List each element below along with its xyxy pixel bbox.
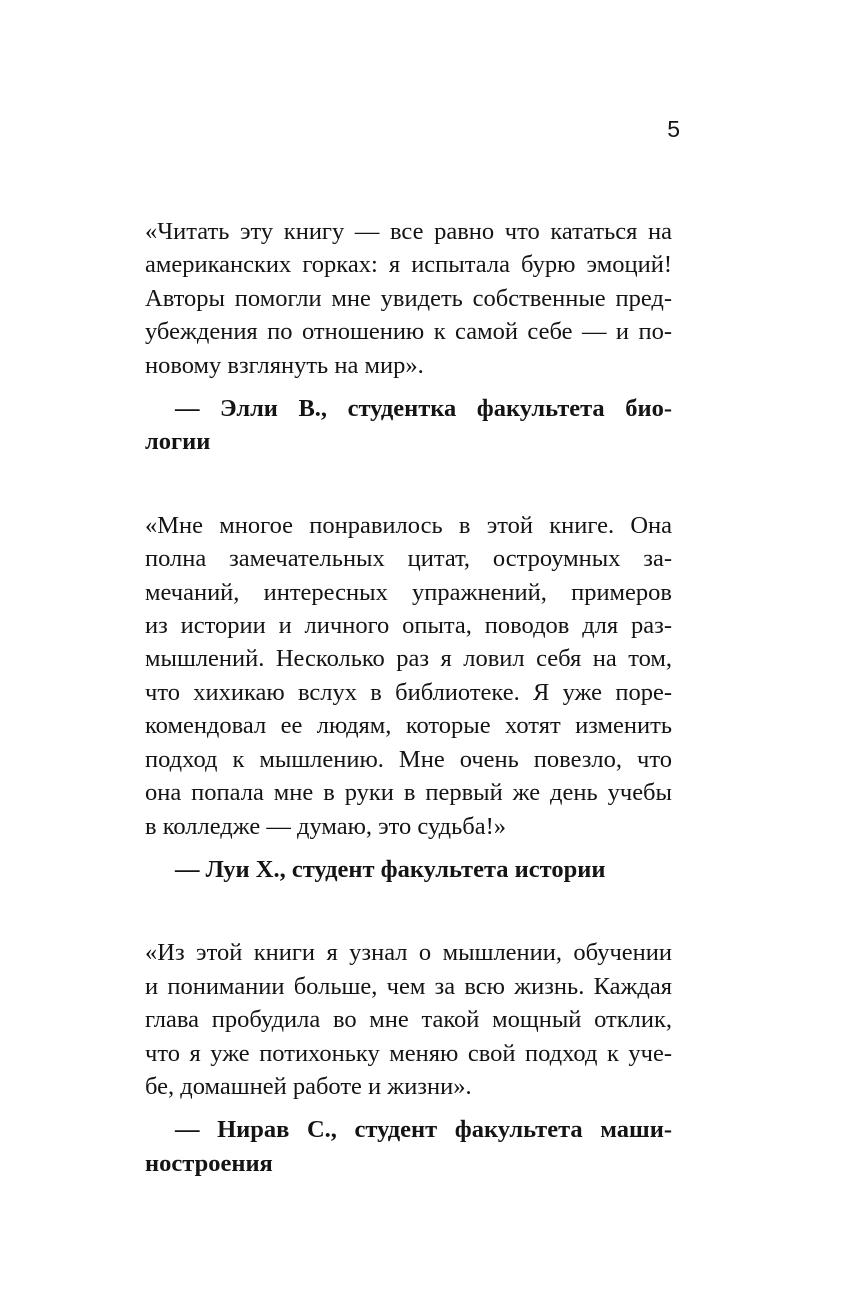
quote-attribution — [145, 392, 672, 459]
quote-text — [145, 215, 672, 382]
quote-text — [145, 936, 672, 1103]
quote-line: она попала мне в руки в первый же день учебы — [145, 779, 672, 807]
testimonial-1 — [145, 215, 672, 459]
testimonials-section — [145, 215, 672, 1180]
quote-line: американских горках: я испытала бурю эмоций! — [145, 251, 672, 279]
attribution-line: — Луи Х., студент факультета истории — [175, 855, 606, 883]
quote-line: «Из этой книги я узнал о мышлении, обучении — [145, 939, 672, 967]
quote-text — [145, 509, 672, 843]
quote-line: новому взглянуть на мир». — [145, 351, 424, 379]
quote-line: подход к мышлению. Мне очень повезло, что — [145, 745, 672, 773]
quote-line: в колледже — думаю, это судьба!» — [145, 812, 507, 840]
quote-line: комендовал ее людям, которые хотят изменить — [145, 712, 672, 740]
quote-line: Авторы помогли мне увидеть собственные пред- — [145, 284, 672, 312]
page-number: 5 — [667, 116, 680, 142]
attribution-line: — Нирав С., студент факультета маши- — [175, 1116, 672, 1144]
quote-line: «Читать эту книгу — все равно что кататься на — [145, 218, 672, 245]
quote-line: мышлений. Несколько раз я ловил себя на том, — [145, 645, 672, 673]
quote-line: что я уже потихоньку меняю свой подход к уче- — [145, 1039, 672, 1067]
quote-attribution — [145, 853, 672, 886]
quote-line: и понимании больше, чем за всю жизнь. Каждая — [145, 972, 672, 1000]
quote-line: из истории и личного опыта, поводов для раз- — [145, 612, 672, 640]
quote-attribution — [145, 1113, 672, 1180]
quote-line: полна замечательных цитат, остроумных за- — [145, 545, 672, 573]
testimonial-2 — [145, 509, 672, 886]
quote-line: «Мне многое понравилось в этой книге. Она — [145, 511, 672, 539]
quote-line: убеждения по отношению к самой себе — и по- — [145, 318, 672, 346]
attribution-line: — Элли В., студентка факультета био- — [175, 395, 672, 423]
testimonial-3 — [145, 936, 672, 1180]
quote-line: глава пробудила во мне такой мощный отклик, — [145, 1006, 672, 1034]
attribution-line: ностроения — [145, 1149, 273, 1177]
quote-line: мечаний, интересных упражнений, примеров — [145, 578, 672, 606]
quote-line: что хихикаю вслух в библиотеке. Я уже поре- — [145, 678, 672, 706]
quote-line: бе, домашней работе и жизни». — [145, 1072, 472, 1100]
attribution-line: логии — [145, 428, 211, 456]
